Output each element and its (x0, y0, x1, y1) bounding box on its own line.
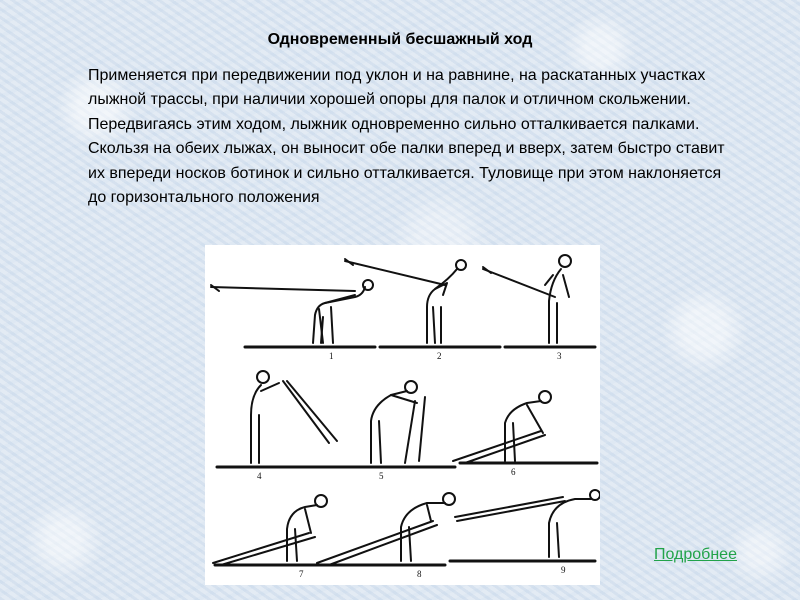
frame-label: 1 (329, 351, 334, 361)
slide-description: Применяется при передвижении под уклон и на равнине, на раскатанных участках лыжной трассы, при наличии хорошей опоры для палок и отличном скольжении. Передвигаясь этим ходом, лыжник одновременно сильно отталкивается палками. Скользя на обеих лыжах, он выносит обе палки вперед и вверх, затем быстро ставит их впереди носков ботинок и сильно отталкивается. Туловище при этом наклоняется до горизонтального положения (88, 67, 725, 207)
slide-title: Одновременный бесшажный ход (267, 31, 533, 48)
frame-9 (450, 490, 600, 561)
frame-8 (317, 493, 455, 565)
frame-label: 4 (257, 471, 262, 481)
frame-label: 9 (561, 565, 566, 575)
frame-label: 6 (511, 467, 516, 477)
frame-6 (453, 391, 597, 463)
frame-label: 5 (379, 471, 384, 481)
frame-1 (211, 280, 375, 347)
frame-label: 2 (437, 351, 442, 361)
frame-label: 3 (557, 351, 562, 361)
frame-label: 8 (417, 569, 422, 579)
skier-technique-illustration (205, 245, 600, 585)
more-details-link[interactable]: Подробнее (654, 546, 737, 563)
frame-2 (345, 259, 500, 347)
frame-label: 7 (299, 569, 304, 579)
frame-4 (217, 371, 355, 467)
frame-5 (345, 381, 455, 467)
frame-3 (483, 255, 595, 347)
frame-7 (213, 495, 327, 565)
